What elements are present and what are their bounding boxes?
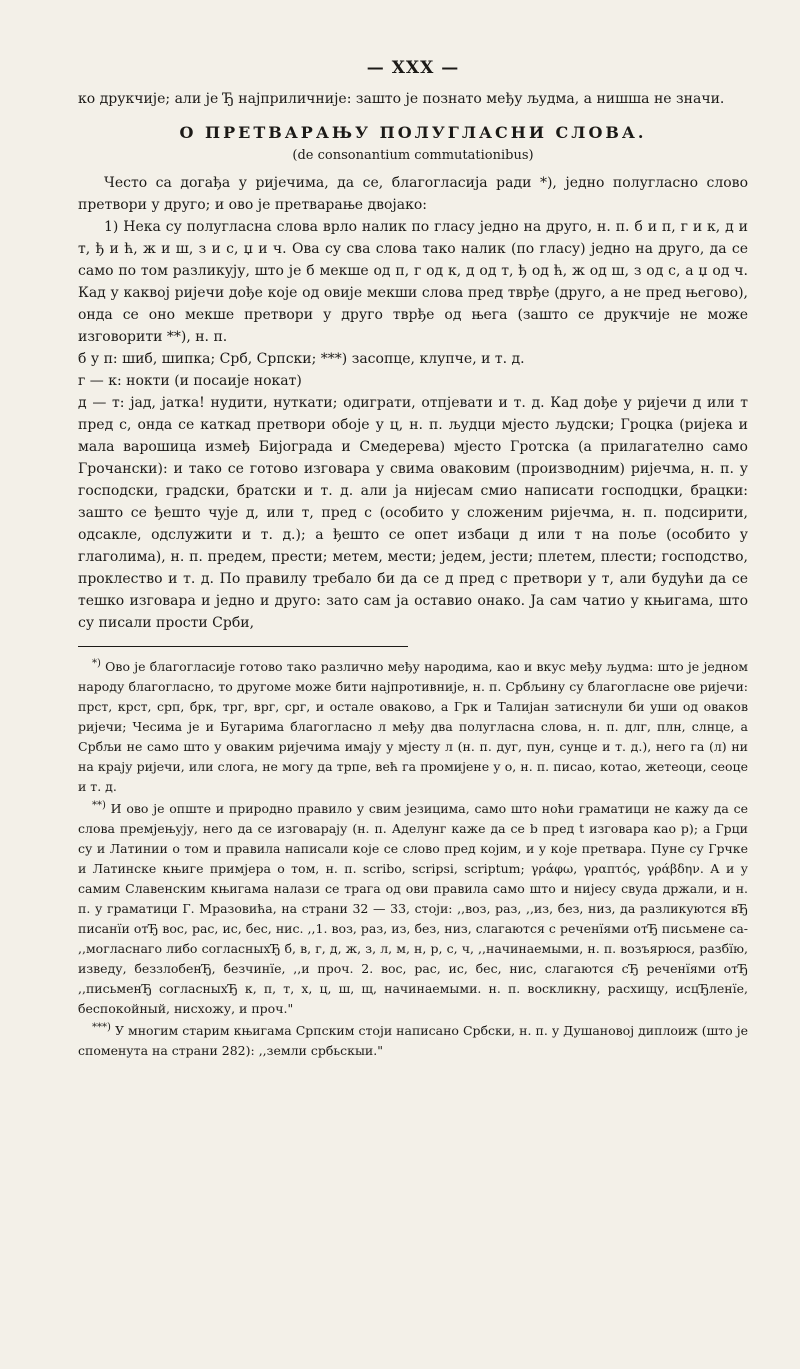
paragraph: д — т: јад, јатка! нудити, нуткати; одиграти, отпјевати и т. д. Кад дође у ријечи д или т пред с, онда се каткад претвори обоје у ц, н. п. људци мјесто људски; Гроцка (ријека и мала варошица измеђ Бијограда и Смедерева) мјесто Гротска (а прилагателно само Грочански): и тако се готово изговара у свима оваковим (производним) ријечма, н. п. у господски, градски, братски и т. д. али ја нијесам смио написати господцки, брацки: зашто се ђешто чује д, или т, пред с (особито у сложеним ријечма, н. п. подсирити, одсакле, одслужити и т. д.); а ђешто се опет избаци д или т на поље (особито у глаголима), н. п. предем, прести; метем, мести; једем, јести; плетем, плести; господство, проклество и т. д. По правилу требало би да се д пред с претвори у т, али будући да се тешко изговара и једно и друго: зато сам ја оставио онако. Ја сам чатио у књигама, што су писали прости Срби, <box>78 395 748 631</box>
paragraph: Често са догађа у ријечима, да се, благогласија ради *), једно полугласно слово претвори у друго; и ово је претварање двојако: <box>78 175 748 213</box>
footnote-text: Ово је благогласије готово тако различно међу народима, као и вкус међу људма: што је једном народу благогласно, то другоме може бити најпротивније, н. п. Србљину су благогласне ове ријечи: прст, крст, срп, брк, трг, врг, срг, и остале оваково, а Грк и Талијан затиснули би уши од оваков ријечи; Чесима је и Бугарима благогласно л међу два полугласна слова, н. п. длг, плн, слнце, а Србљи не само што у оваким ријечима имају у мјесту л (н. п. дуг, пун, сунце и т. д.), него га (л) ни на крају ријечи, или слога, не могу да трпе, већ га промијене у о, н. п. писао, котао, жетеоци, сеоце и т. д. <box>78 659 748 794</box>
running-head: — XXX — <box>366 58 460 78</box>
main-text <box>78 88 748 634</box>
paragraph: г — к: нокти (и посаије нокат) <box>78 373 302 389</box>
text-continuation: ко друкчије; али је Ђ најприличније: зашто је познато међу људма, а нишша не значи. <box>78 91 725 107</box>
footnote <box>78 1021 748 1061</box>
paragraph: 1) Нека су полугласна слова врло налик по гласу једно на друго, н. п. б и п, г и к, д и т, ђ и ћ, ж и ш, з и с, џ и ч. Ова су сва слова тако налик (по гласу) једно на друго, да се само по том разликују, што је б мекше од п, г од к, д од т, ђ од ћ, ж од ш, з од с, а џ од ч. Кад у каквој ријечи дође које од овије мекши слова пред тврђе (друго, а не пред његово), онда се оно мекше претвори у друго тврђе од њега (зашто се друкчије не може изговорити **), н. п. <box>78 219 748 345</box>
footnote-mark: ***) <box>92 1021 111 1033</box>
footnote-separator <box>78 646 408 647</box>
section-subtitle: (de consonantium commutationibus) <box>292 148 534 163</box>
footnote-text: И ово је опште и природно правило у свим језицима, само што ноћи граматици не кажу да се слова премјењују, него да се изговарају (н. п. Аделунг каже да се b пред t изговара као p); а Грци су и Латинии о том и правила написали које се слово пред којим, и у које претвара. Пуне су Грчке и Латинске књиге примјера о том, н. п. scribo, scripsi, scriptum; γράφω, γραπτός, γράβδην. А и у самим Славенским књигама налази се трага од ови правила само што и нијесу свуда држали, и н. п. у граматици Г. Мразовића, на страни 32 — 33, стоји: ,,воз, раз, ,,из, без, низ, да разликуются вЂ писанїи отЂ вос, рас, ис, бес, нис. ,,1. воз, раз, из, без, низ, слагаются с реченїями отЂ письмене са- ,,могласнаго либо согласныхЂ б, в, г, д, ж, з, л, м, н, р, с, ч, ,,начинаемыми, н. п. возъярюся, разбїю, изведу, беззлобенЂ, безчинїе, ,,и проч. 2. вос, рас, ис, бес, нис, слагаются сЂ реченїями отЂ ,,письменЂ согласныхЂ к, п, т, х, ц, ш, щ, начинаемыми. н. п. воскликну, расхищу, исцЂленїе, беспокойный, нисхожу, и проч." <box>78 801 748 1016</box>
footnote-mark: *) <box>92 657 101 669</box>
paragraph: б у п: шиб, шипка; Срб, Српски; ***) засопце, клупче, и т. д. <box>78 351 525 367</box>
footnote <box>78 799 748 1019</box>
footnote-mark: **) <box>92 799 106 811</box>
footnote <box>78 657 748 797</box>
footnote-text: У многим старим књигама Српским стоји написано Србски, н. п. у Душановој диплоиж (што је споменута на страни 282): ,,земли србьскыи." <box>78 1023 748 1058</box>
section-title: О ПРЕТВАРАЊУ ПОЛУГЛАСНИ СЛОВА. <box>179 123 647 142</box>
footnotes <box>78 657 748 1061</box>
